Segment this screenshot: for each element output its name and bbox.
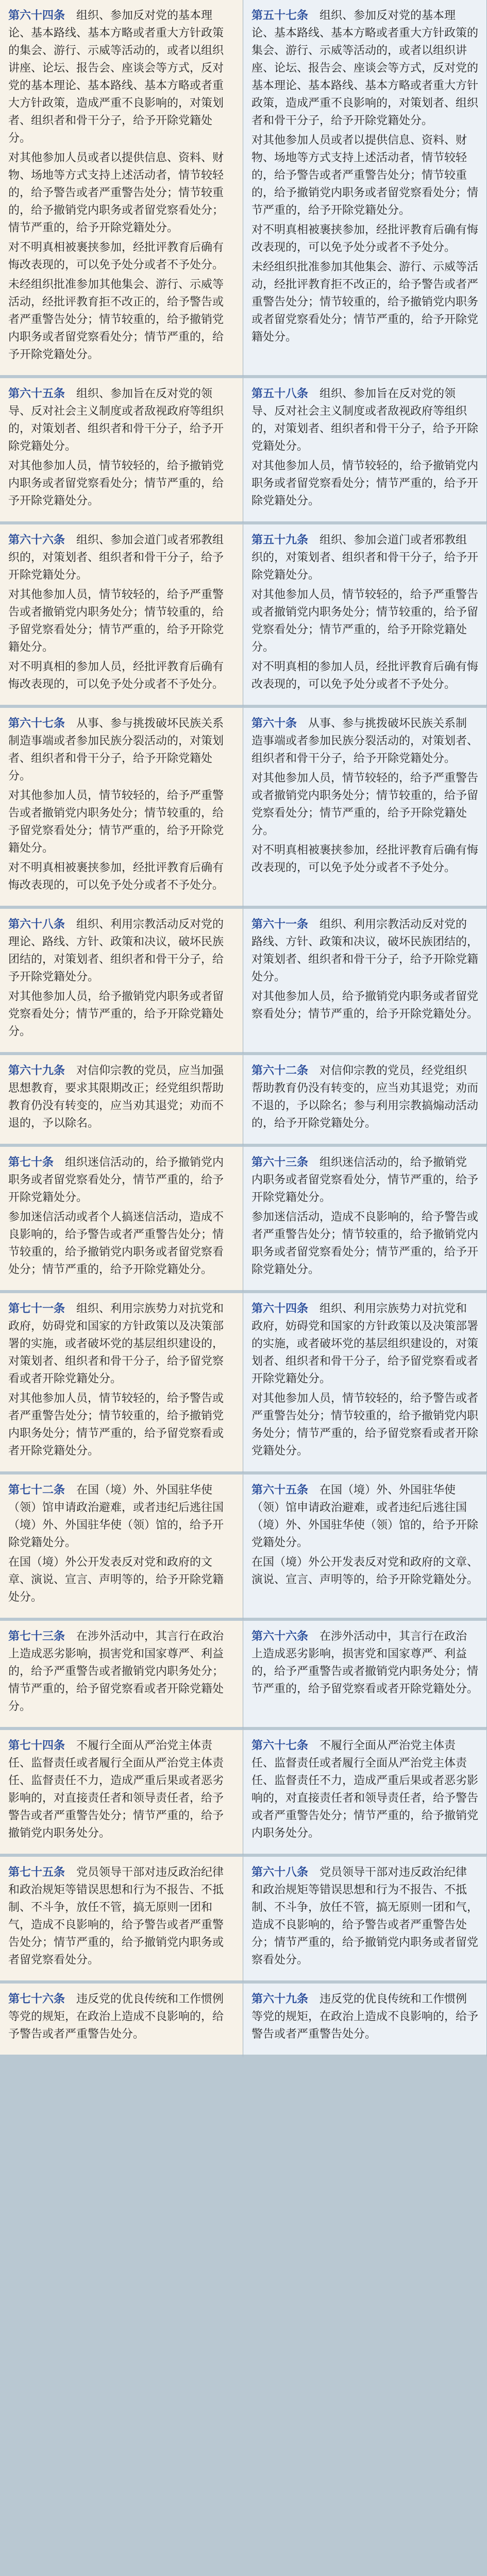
article-number: 第六十一条 (251, 918, 309, 931)
article-paragraph (251, 715, 478, 768)
article-paragraph (8, 1482, 234, 1552)
article-paragraph (8, 916, 234, 986)
article-paragraph (251, 1628, 478, 1698)
article-text: 对不明真相被裹挟参加，经批评教育后确有悔改表现的，可以免予处分或者不予处分。 (251, 844, 479, 874)
article-text: 组织、参加反对党的基本理论、基本路线、基本方略或者重大方针政策的集会、游行、示威等活动的，或者以组织讲座、论坛、报告会、座谈会等方式，反对党的基本理论、基本路线、基本方略或者重大方针政策，造成严重不良影响的，对策划者、组织者和骨干分子，给予开除党籍处分。 (251, 9, 479, 127)
article-text: 对其他参加人员，情节较轻的，给予严重警告或者撤销党内职务处分；情节较重的，给予留党察看处分；情节严重的，给予开除党籍处分。 (251, 588, 479, 654)
article-paragraph (251, 1300, 478, 1388)
article-text: 组织迷信活动的，给予撤销党内职务或者留党察看处分，情节严重的，给予开除党籍处分。 (251, 1156, 479, 1204)
article-number: 第五十九条 (251, 534, 309, 547)
article-text: 对其他参加人员，情节较轻的，给予严重警告或者撤销党内职务处分；情节较重的，给予留党察看处分；情节严重的，给予开除党籍处分。 (8, 789, 224, 855)
article-paragraph (8, 1864, 234, 1969)
article-text: 未经组织批准参加其他集会、游行、示威等活动，经批评教育拒不改正的，给予警告或者严重警告处分；情节较重的，给予撤销党内职务或者留党察看处分；情节严重的，给予开除党籍处分。 (251, 261, 479, 344)
article-paragraph (251, 532, 478, 584)
left-article-cell (0, 1621, 243, 1730)
left-article-cell (0, 524, 243, 708)
article-paragraph (8, 586, 234, 656)
article-paragraph (8, 1737, 234, 1842)
article-paragraph (251, 1154, 478, 1207)
article-number: 第六十五条 (8, 387, 65, 400)
article-text: 组织、利用宗教活动反对党的理论、路线、方针、政策和决议，破坏民族团结的，对策划者、组织者和骨干分子，给予开除党籍处分。 (8, 918, 224, 984)
article-paragraph (251, 916, 478, 986)
article-paragraph (251, 586, 478, 656)
article-number: 第七十四条 (8, 1739, 65, 1752)
article-text: 违反党的优良传统和工作惯例等党的规矩，在政治上造成不良影响的，给予警告或者严重警告处分。 (8, 1993, 224, 2041)
article-text: 对信仰宗教的党员，应当加强思想教育，要求其限期改正；经党组织帮助教育仍没有转变的，应当劝其退党；劝而不退的，予以除名。 (8, 1064, 224, 1130)
left-article-cell (0, 378, 243, 524)
left-article-cell (0, 1730, 243, 1857)
article-paragraph (8, 239, 234, 274)
left-article-cell (0, 1147, 243, 1293)
article-text: 对不明真相被裹挟参加，经批评教育后确有悔改表现的，可以免予处分或者不予处分。 (251, 224, 479, 254)
left-article-cell (0, 1293, 243, 1475)
article-number: 第六十六条 (251, 1630, 309, 1643)
article-paragraph (251, 1737, 478, 1842)
article-paragraph (8, 149, 234, 237)
left-article-cell (0, 1857, 243, 1984)
article-paragraph (251, 1209, 478, 1279)
article-text: 对其他参加人员，情节较轻的，给予严重警告或者撤销党内职务处分；情节较重的，给予留党察看处分；情节严重的，给予开除党籍处分。 (8, 588, 224, 654)
article-number: 第七十二条 (8, 1484, 65, 1497)
article-text: 从事、参与挑拨破坏民族关系制造事端或者参加民族分裂活动的，对策划者、组织者和骨干分子，给予开除党籍处分。 (251, 717, 479, 765)
article-paragraph (8, 1554, 234, 1606)
article-paragraph (251, 1554, 478, 1589)
article-number: 第七十五条 (8, 1866, 65, 1879)
article-text: 对不明真相的参加人员，经批评教育后确有悔改表现的，可以免予处分或者不予处分。 (8, 660, 224, 691)
right-article-cell (243, 1293, 487, 1475)
article-paragraph (8, 1991, 234, 2043)
article-text: 对其他参加人员或者以提供信息、资料、财物、场地等方式支持上述活动者，情节较轻的，给予警告或者严重警告处分；情节较重的，给予撤销党内职务或者留党察看处分；情节严重的，给予开除党籍处分。 (251, 134, 479, 217)
article-text: 组织、参加旨在反对党的领导、反对社会主义制度或者敌视政府等组织的，对策划者、组织者和骨干分子，给予开除党籍处分。 (8, 387, 224, 453)
right-article-cell (243, 1857, 487, 1984)
article-text: 对其他参加人员，情节较轻的，给予警告或者严重警告处分；情节较重的，给予撤销党内职务处分；情节严重的，给予留党察看或者开除党籍处分。 (8, 1392, 224, 1458)
article-number: 第六十四条 (251, 1302, 309, 1315)
article-number: 第六十四条 (8, 9, 65, 22)
right-article-cell (243, 909, 487, 1055)
article-paragraph (8, 7, 234, 147)
article-text: 参加迷信活动或者个人搞迷信活动，造成不良影响的，给予警告或者严重警告处分；情节较重的，给予撤销党内职务或者留党察看处分；情节严重的，给予开除党籍处分。 (8, 1211, 224, 1276)
article-text: 对其他参加人员，情节较轻的，给予严重警告或者撤销党内职务处分；情节较重的，给予留党察看处分；情节严重的，给予开除党籍处分。 (251, 772, 479, 837)
article-text: 对信仰宗教的党员，经党组织帮助教育仍没有转变的，应当劝其退党；劝而不退的，予以除名；参与利用宗教搞煽动活动的，给予开除党籍处分。 (251, 1064, 479, 1130)
article-paragraph (251, 1390, 478, 1460)
article-number: 第五十七条 (251, 9, 309, 22)
article-number: 第六十二条 (251, 1064, 309, 1077)
article-paragraph (251, 222, 478, 257)
article-paragraph (251, 1062, 478, 1132)
article-number: 第六十三条 (251, 1156, 309, 1169)
right-article-cell (243, 1730, 487, 1857)
article-paragraph (251, 457, 478, 510)
article-text: 从事、参与挑拨破坏民族关系制造事端或者参加民族分裂活动的，对策划者、组织者和骨干分子，给予开除党籍处分。 (8, 717, 224, 783)
article-text: 在国（境）外、外国驻华使（领）馆申请政治避难，或者违纪后逃往国（境）外、外国驻华使（领）馆的，给予开除党籍处分。 (251, 1484, 479, 1549)
article-text: 对不明真相被裹挟参加，经批评教育后确有悔改表现的，可以免予处分或者不予处分。 (8, 241, 224, 272)
article-paragraph (251, 842, 478, 877)
article-text: 在涉外活动中，其言行在政治上造成恶劣影响，损害党和国家尊严、利益的，给予严重警告或者撤销党内职务处分；情节严重的，给予留党察看或者开除党籍处分。 (251, 1630, 479, 1696)
article-number: 第六十七条 (251, 1739, 309, 1752)
article-paragraph (8, 1209, 234, 1279)
left-article-cell (0, 0, 243, 378)
article-text: 参加迷信活动，造成不良影响的，给予警告或者严重警告处分；情节较重的，给予撤销党内职务或者留党察看处分；情节严重的，给予开除党籍处分。 (251, 1211, 479, 1276)
article-text: 对其他参加人员，情节较轻的，给予撤销党内职务或者留党察看处分；情节严重的，给予开除党籍处分。 (251, 460, 479, 507)
article-number: 第七十六条 (8, 1993, 65, 2006)
article-text: 在国（境）外公开发表反对党和政府的文章、演说、宣言、声明等的，给予开除党籍处分。 (8, 1556, 224, 1604)
article-paragraph (8, 276, 234, 364)
left-article-cell (0, 708, 243, 909)
article-text: 组织、利用宗教活动反对党的路线、方针、政策和决议，破坏民族团结的，对策划者、组织者和骨干分子，给予开除党籍处分。 (251, 918, 479, 984)
article-text: 在国（境）外、外国驻华使（领）馆申请政治避难，或者违纪后逃往国（境）外、外国驻华使（领）馆的，给予开除党籍处分。 (8, 1484, 224, 1549)
right-article-cell (243, 1147, 487, 1293)
article-paragraph (8, 715, 234, 785)
article-number: 第六十八条 (8, 918, 65, 931)
article-number: 第六十九条 (8, 1064, 65, 1077)
article-paragraph (251, 770, 478, 840)
article-paragraph (251, 658, 478, 693)
article-text: 党员领导干部对违反政治纪律和政治规矩等错误思想和行为不报告、不抵制、不斗争，放任不管，搞无原则一团和气，造成不良影响的，给予警告或者严重警告处分；情节严重的，给予撤销党内职务或者留党察看处分。 (251, 1866, 479, 1967)
article-paragraph (251, 988, 478, 1023)
article-text: 组织迷信活动的，给予撤销党内职务或者留党察看处分，情节严重的，给予开除党籍处分。 (8, 1156, 224, 1204)
article-text: 对其他参加人员或者以提供信息、资料、财物、场地等方式支持上述活动者，情节较轻的，给予警告或者严重警告处分；情节较重的，给予撤销党内职务或者留党察看处分；情节严重的，给予开除党籍处分。 (8, 151, 224, 234)
article-number: 第六十九条 (251, 1993, 309, 2006)
article-number: 第七十条 (8, 1156, 54, 1169)
article-text: 未经组织批准参加其他集会、游行、示威等活动，经批评教育拒不改正的，给予警告或者严重警告处分；情节较重的，给予撤销党内职务或者留党察看处分；情节严重的，给予开除党籍处分。 (8, 278, 224, 361)
article-text: 组织、利用宗族势力对抗党和政府，妨碍党和国家的方针政策以及决策部署的实施，或者破坏党的基层组织建设的，对策划者、组织者和骨干分子，给予留党察看或者开除党籍处分。 (8, 1302, 224, 1385)
article-paragraph (251, 7, 478, 130)
article-paragraph (8, 1628, 234, 1716)
right-article-cell (243, 708, 487, 909)
right-article-cell (243, 1475, 487, 1621)
right-article-cell (243, 1055, 487, 1147)
article-number: 第六十五条 (251, 1484, 309, 1497)
article-paragraph (8, 385, 234, 455)
article-number: 第六十六条 (8, 534, 65, 547)
article-paragraph (251, 1991, 478, 2043)
article-text: 在涉外活动中，其言行在政治上造成恶劣影响，损害党和国家尊严、利益的，给予严重警告或者撤销党内职务处分；情节严重的，给予留党察看或者开除党籍处分。 (8, 1630, 224, 1713)
article-text: 组织、参加反对党的基本理论、基本路线、基本方略或者重大方针政策的集会、游行、示威等活动的，或者以组织讲座、论坛、报告会、座谈会等方式，反对党的基本理论、基本路线、基本方略或者重大方针政策，造成严重不良影响的，对策划者、组织者和骨干分子，给予开除党籍处分。 (8, 9, 224, 145)
article-paragraph (251, 1864, 478, 1969)
article-number: 第七十一条 (8, 1302, 65, 1315)
article-number: 第六十条 (251, 717, 297, 730)
article-paragraph (251, 1482, 478, 1552)
article-paragraph (251, 385, 478, 455)
article-text: 对不明真相的参加人员，经批评教育后确有悔改表现的，可以免予处分或者不予处分。 (251, 660, 479, 691)
article-number: 第七十三条 (8, 1630, 65, 1643)
article-number: 第六十七条 (8, 717, 65, 730)
article-paragraph (8, 658, 234, 693)
article-text: 对不明真相被裹挟参加，经批评教育后确有悔改表现的，可以免予处分或者不予处分。 (8, 861, 224, 892)
left-article-cell (0, 1055, 243, 1147)
article-text: 组织、利用宗族势力对抗党和政府，妨碍党和国家的方针政策以及决策部署的实施，或者破坏党的基层组织建设的，对策划者、组织者和骨干分子，给予留党察看或者开除党籍处分。 (251, 1302, 479, 1385)
article-text: 对其他参加人员，情节较轻的，给予警告或者严重警告处分；情节较重的，给予撤销党内职务处分；情节严重的，给予留党察看或者开除党籍处分。 (251, 1392, 479, 1458)
article-paragraph (251, 132, 478, 219)
article-text: 违反党的优良传统和工作惯例等党的规矩，在政治上造成不良影响的，给予警告或者严重警告处分。 (251, 1993, 479, 2041)
right-article-cell (243, 0, 487, 378)
article-paragraph (8, 457, 234, 510)
article-text: 不履行全面从严治党主体责任、监督责任或者履行全面从严治党主体责任、监督责任不力，造成严重后果或者恶劣影响的，对直接责任者和领导责任者，给予警告或者严重警告处分；情节严重的，给予撤销党内职务处分。 (251, 1739, 479, 1840)
article-paragraph (8, 988, 234, 1041)
right-article-cell (243, 378, 487, 524)
article-paragraph (8, 532, 234, 584)
article-text: 对其他参加人员，情节较轻的，给予撤销党内职务或者留党察看处分；情节严重的，给予开除党籍处分。 (8, 460, 224, 507)
article-text: 党员领导干部对违反政治纪律和政治规矩等错误思想和行为不报告、不抵制、不斗争，放任不管，搞无原则一团和气，造成不良影响的，给予警告或者严重警告处分；情节严重的，给予撤销党内职务或者留党察看处分。 (8, 1866, 224, 1967)
article-paragraph (8, 1390, 234, 1460)
right-article-cell (243, 1621, 487, 1730)
article-number: 第五十八条 (251, 387, 309, 400)
article-text: 在国（境）外公开发表反对党和政府的文章、演说、宣言、声明等的，给予开除党籍处分。 (251, 1556, 479, 1586)
left-article-cell (0, 1475, 243, 1621)
article-text: 对其他参加人员，给予撤销党内职务或者留党察看处分；情节严重的，给予开除党籍处分。 (251, 990, 479, 1021)
right-article-cell (243, 1984, 487, 2058)
left-article-cell (0, 909, 243, 1055)
article-paragraph (8, 787, 234, 857)
article-text: 组织、参加旨在反对党的领导、反对社会主义制度或者敌视政府等组织的，对策划者、组织者和骨干分子，给予开除党籍处分。 (251, 387, 479, 453)
left-article-cell (0, 1984, 243, 2058)
article-text: 对其他参加人员，给予撤销党内职务或者留党察看处分；情节严重的，给予开除党籍处分。 (8, 990, 224, 1038)
article-paragraph (8, 859, 234, 894)
article-text: 组织、参加会道门或者邪教组织的，对策划者、组织者和骨干分子，给予开除党籍处分。 (8, 534, 224, 582)
article-paragraph (8, 1154, 234, 1207)
right-article-cell (243, 524, 487, 708)
article-text: 不履行全面从严治党主体责任、监督责任或者履行全面从严治党主体责任、监督责任不力，造成严重后果或者恶劣影响的，对直接责任者和领导责任者，给予警告或者严重警告处分；情节严重的，给予撤销党内职务处分。 (8, 1739, 224, 1840)
article-text: 组织、参加会道门或者邪教组织的，对策划者、组织者和骨干分子，给予开除党籍处分。 (251, 534, 479, 582)
article-number: 第六十八条 (251, 1866, 309, 1879)
article-paragraph (8, 1062, 234, 1132)
article-paragraph (251, 259, 478, 346)
article-paragraph (8, 1300, 234, 1388)
